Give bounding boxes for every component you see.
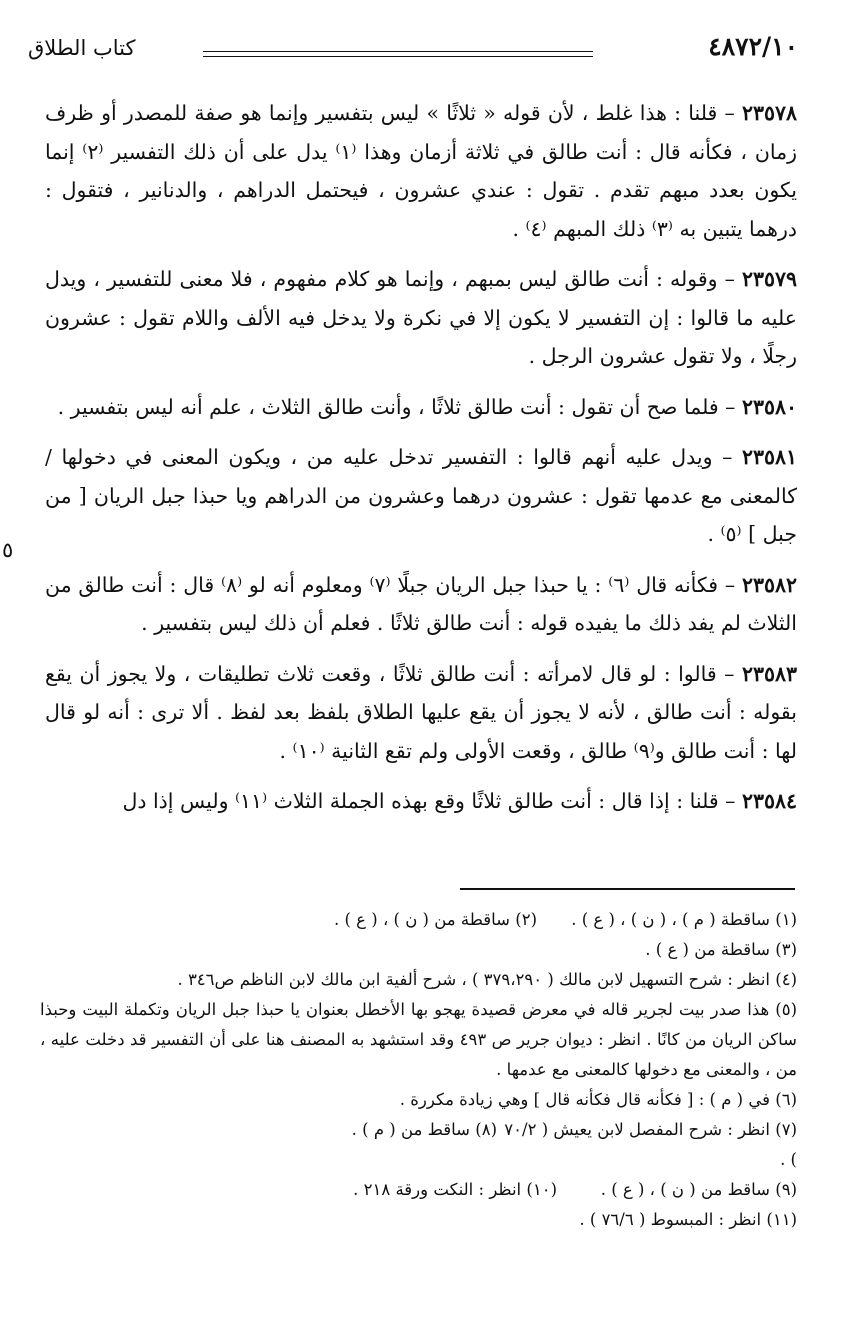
footnote-8: (٨) ساقط من ( م ) . [351, 1120, 497, 1139]
paragraph-text: – قلنا : إذا قال : أنت طالق ثلاثًا وقع بهذه الجملة الثلاث ⁽١١⁾ وليس إذا دل [122, 789, 742, 813]
footnote-2: (٢) ساقطة من ( ن ) ، ( ع ) . [334, 910, 537, 929]
footnote-9: (٩) ساقط من ( ن ) ، ( ع ) . [600, 1180, 797, 1199]
footnote-separator [460, 888, 795, 890]
paragraph-number: ٢٣٥٧٨ [741, 101, 797, 125]
footnote-7: (٧) انظر : شرح المفصل لابن يعيش ( ٧٠/٢ ) . [504, 1120, 797, 1169]
paragraph-23580 [45, 388, 797, 427]
margin-page-marker: ٥ [2, 538, 14, 562]
paragraph-text: – ويدل عليه أنهم قالوا : التفسير تدخل عليه من ، ويكون المعنى في دخولها / كالمعنى مع عدمها تقول : عشرون درهما وعشرون من الدراهم ويا حبذا جبل الريان [ من جبل ] ⁽٥⁾ . [45, 445, 797, 546]
footnote-4: (٤) انظر : شرح التسهيل لابن مالك ( ٣٧٩،٢٩٠ ) ، شرح ألفية ابن مالك لابن الناظم ص٣٤٦ . [177, 970, 797, 989]
footnote-3: (٣) ساقطة من ( ع ) . [645, 940, 797, 959]
paragraph-23583 [45, 655, 797, 771]
footnotes [40, 905, 797, 1235]
paragraph-23582 [45, 566, 797, 643]
footnote-11: (١١) انظر : المبسوط ( ٧٦/٦ ) . [579, 1210, 797, 1229]
paragraph-number: ٢٣٥٨١ [741, 445, 797, 469]
footnote-row [40, 1175, 797, 1205]
footnote-10: (١٠) انظر : النكت ورقة ٢١٨ . [353, 1180, 557, 1199]
paragraph-number: ٢٣٥٨٢ [741, 572, 797, 597]
footnote-row [40, 1115, 797, 1175]
footnote-row [40, 905, 797, 935]
header-rule-lower [203, 56, 593, 57]
paragraph-number: ٢٣٥٨٠ [741, 394, 797, 419]
page-number: ٤٨٧٢/١٠ [708, 32, 798, 61]
header-rule [203, 51, 593, 52]
paragraph-text: – فلما صح أن تقول : أنت طالق ثلاثًا ، وأنت طالق الثلاث ، علم أنه ليس بتفسير . [57, 394, 742, 419]
paragraph-number: ٢٣٥٧٩ [741, 267, 797, 291]
paragraph-text: – قلنا : هذا غلط ، لأن قوله « ثلاثًا » ليس بتفسير وإنما هو صفة للمصدر أو ظرف زمان ، فكأنه قال : أنت طالق في ثلاثة أزمان وهذا ⁽١⁾ يدل على أن ذلك التفسير ⁽٢⁾ إنما يكون بعدد مبهم تقدم . تقول : عندي عشرون ، فيحتمل الدراهم ، والدنانير ، فتقول : درهما يتبين به ⁽٣⁾ ذلك المبهم ⁽٤⁾ . [45, 101, 797, 241]
paragraph-text: – قالوا : لو قال لامرأته : أنت طالق ثلاثًا ، وقعت ثلاث تطليقات ، ولا يجوز أن يقع بقوله : أنت طالق ، لأنه لا يجوز أن يقع عليها الطلاق بلفظ بعد لفظ . ألا ترى : أنه لو قال لها : أنت طالق و⁽٩⁾ طالق ، وقعت الأولى ولم تقع الثانية ⁽١٠⁾ . [45, 661, 797, 763]
book-title: كتاب الطلاق [28, 36, 136, 60]
paragraph-23578 [45, 94, 797, 248]
paragraph-text: – فكأنه قال ⁽٦⁾ : يا حبذا جبل الريان جبلًا ⁽٧⁾ ومعلوم أنه لو ⁽٨⁾ قال : أنت طالق من الثلاث لم يفد ذلك ما يفيده قوله : أنت طالق ثلاثًا . فعلم أن ذلك ليس بتفسير . [45, 572, 797, 635]
footnote-5: (٥) هذا صدر بيت لجرير قاله في معرض قصيدة يهجو بها الأخطل بعنوان يا حبذا جبل الريان وتكملة البيت وحبذا ساكن الريان من كانًا . انظر : ديوان جرير ص ٤٩٣ وقد استشهد به المصنف هنا على أن التفسير قد دخلت عليه ، من ، والمعنى مع دخولها كالمعنى مع عدمها . [40, 1000, 797, 1079]
main-text [45, 94, 797, 833]
paragraph-23581 [45, 438, 797, 554]
page-header [28, 30, 798, 70]
paragraph-text: – وقوله : أنت طالق ليس بمبهم ، وإنما هو كلام مفهوم ، فلا معنى للتفسير ، ويدل عليه ما قالوا : إن التفسير لا يكون إلا في نكرة ولا يدخل فيه الألف واللام تقول : عشرون رجلًا ، ولا تقول عشرون الرجل . [45, 267, 797, 368]
paragraph-23584 [45, 782, 797, 821]
paragraph-number: ٢٣٥٨٤ [741, 789, 797, 813]
paragraph-23579 [45, 260, 797, 376]
footnote-1: (١) ساقطة ( م ) ، ( ن ) ، ( ع ) . [571, 910, 797, 929]
footnote-6: (٦) في ( م ) : [ فكأنه قال فكأنه قال ] وهي زيادة مكررة . [399, 1090, 797, 1109]
paragraph-number: ٢٣٥٨٣ [741, 661, 797, 686]
